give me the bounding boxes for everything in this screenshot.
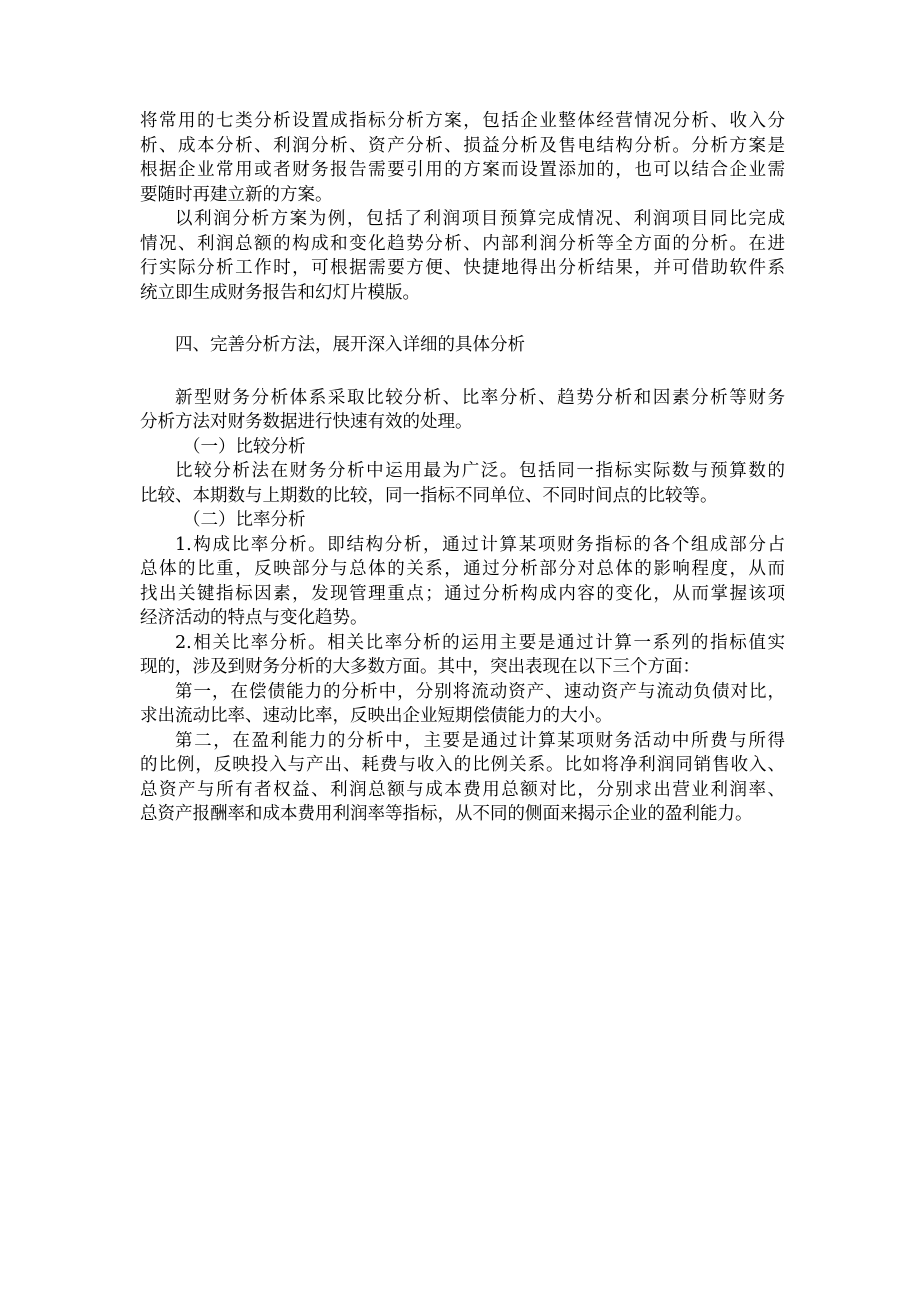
- text-line: 新型财务分析体系采取比较分析、比率分析、趋势分析和因素分析等财务: [175, 387, 785, 408]
- text-line: 比较分析法在财务分析中运用最为广泛。包括同一指标实际数与预算数的: [175, 461, 785, 481]
- text-line: 总资产报酬率和成本费用利润率等指标，从不同的侧面来揭示企业的盈利能力。: [140, 804, 753, 824]
- paragraph-related-ratio: [140, 631, 785, 680]
- paragraph-profit-scheme: [140, 207, 785, 305]
- paragraph-solvency: [140, 680, 785, 729]
- text-line: 析、成本分析、利润分析、资产分析、损益分析及售电结构分析。分析方案是: [140, 135, 785, 156]
- text-line: 将常用的七类分析设置成指标分析方案，包括企业整体经营情况分析、收入分: [140, 111, 785, 131]
- text-line: 2.相关比率分析。相关比率分析的运用主要是通过计算一系列的指标值实: [175, 632, 785, 653]
- text-line: 统立即生成财务报告和幻灯片模版。: [140, 282, 420, 303]
- subheading-text: （二）比率分析: [183, 510, 306, 530]
- text-line: 根据企业常用或者财务报告需要引用的方案而设置添加的，也可以结合企业需: [140, 160, 785, 180]
- paragraph-profitability: [140, 729, 785, 827]
- text-line: 情况、利润总额的构成和变化趋势分析、内部利润分析等全方面的分析。在进: [140, 233, 785, 254]
- text-line: 比较、本期数与上期数的比较，同一指标不同单位、不同时间点的比较等。: [140, 485, 718, 506]
- paragraph-new-system: [140, 386, 785, 435]
- paragraph-comparison: [140, 459, 785, 508]
- text-line: 分析方法对财务数据进行快速有效的处理。: [140, 412, 473, 432]
- text-line: 找出关键指标因素，发现管理重点；通过分析构成内容的变化，从而掌握该项: [140, 583, 785, 604]
- text-line: 总资产与所有者权益、利润总额与成本费用总额对比，分别求出营业利润率、: [140, 779, 785, 800]
- section-heading-4: [140, 333, 785, 358]
- text-line: 现的，涉及到财务分析的大多数方面。其中，突出表现在以下三个方面：: [140, 657, 700, 677]
- blank-line: [140, 358, 785, 386]
- text-line: 第二，在盈利能力的分析中，主要是通过计算某项财务活动中所费与所得: [175, 730, 785, 751]
- text-line: 行实际分析工作时，可根据需要方便、快捷地得出分析结果，并可借助软件系: [140, 258, 785, 278]
- text-line: 的比例，反映投入与产出、耗费与收入的比例关系。比如将净利润同销售收入、: [140, 755, 785, 775]
- subheading-comparison: [140, 435, 785, 460]
- text-line: 1.构成比率分析。即结构分析，通过计算某项财务指标的各个组成部分占: [175, 534, 785, 555]
- document-page: [140, 109, 785, 827]
- paragraph-structure-ratio: [140, 533, 785, 631]
- text-line: 经济活动的特点与变化趋势。: [140, 608, 368, 628]
- paragraph-analysis-schemes: [140, 109, 785, 207]
- heading-text: 四、完善分析方法，展开深入详细的具体分析: [175, 335, 525, 355]
- text-line: 第一，在偿债能力的分析中，分别将流动资产、速动资产与流动负债对比，: [175, 681, 785, 702]
- subheading-text: （一）比较分析: [183, 436, 306, 457]
- blank-line: [140, 305, 785, 333]
- text-line: 要随时再建立新的方案。: [140, 184, 333, 205]
- text-line: 以利润分析方案为例，包括了利润项目预算完成情况、利润项目同比完成: [175, 209, 785, 229]
- text-line: 求出流动比率、速动比率，反映出企业短期偿债能力的大小。: [140, 706, 613, 726]
- subheading-ratio: [140, 508, 785, 533]
- text-line: 总体的比重，反映部分与总体的关系，通过分析部分对总体的影响程度，从而: [140, 559, 785, 579]
